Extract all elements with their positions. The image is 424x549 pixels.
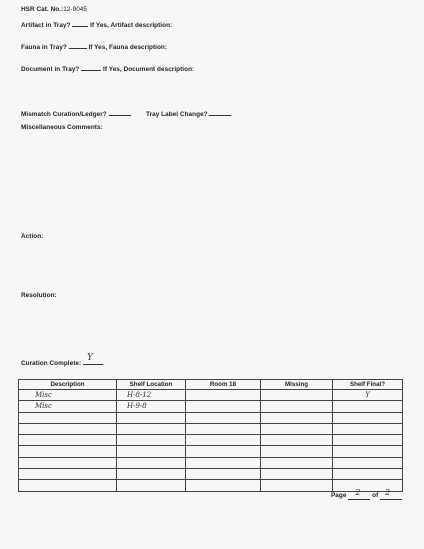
cell-description[interactable] [19, 469, 117, 480]
page-of-label: of [372, 492, 379, 499]
shelf-table [18, 379, 403, 492]
cell-description[interactable]: Misc [19, 401, 117, 412]
cell-description[interactable] [19, 412, 117, 423]
cell-description[interactable] [19, 423, 117, 434]
fauna-description-label: If Yes, Fauna description: [88, 44, 168, 51]
table-row [19, 401, 403, 412]
table-row [19, 457, 403, 468]
cell-description[interactable] [19, 446, 117, 457]
fauna-question: Fauna in Tray? [21, 44, 67, 51]
cell-shelf-location[interactable] [117, 412, 186, 423]
document-description-label: If Yes, Document description: [103, 66, 195, 73]
page-current-field[interactable] [348, 488, 370, 500]
hsr-catalog-line [21, 6, 87, 13]
curation-complete-label: Curation Complete: [21, 360, 82, 367]
cell-missing[interactable] [261, 480, 333, 491]
table-row [19, 446, 403, 457]
cell-room-18[interactable] [186, 457, 261, 468]
cell-shelf-final[interactable] [333, 412, 403, 423]
table-row [19, 423, 403, 434]
cell-missing[interactable] [261, 435, 333, 446]
cell-missing[interactable] [261, 390, 333, 401]
table-row [19, 480, 403, 491]
page-total-value: 2 [385, 488, 391, 497]
table-row [19, 412, 403, 423]
col-header-missing: Missing [261, 380, 333, 390]
cell-description[interactable]: Misc [19, 390, 117, 401]
table-row [19, 469, 403, 480]
hsr-catalog-label: HSR Cat. No.: [21, 6, 64, 13]
cell-shelf-location[interactable]: H-8-12 [117, 390, 186, 401]
cell-missing[interactable] [261, 412, 333, 423]
document-answer-blank[interactable] [81, 64, 101, 71]
page-number-line [331, 488, 402, 500]
cell-shelf-location[interactable] [117, 423, 186, 434]
col-header-description: Description [19, 380, 117, 390]
cell-room-18[interactable] [186, 401, 261, 412]
cell-room-18[interactable] [186, 412, 261, 423]
col-header-shelf-final: Shelf Final? [333, 380, 403, 390]
col-header-room-18: Room 18 [186, 380, 261, 390]
cell-missing[interactable] [261, 469, 333, 480]
cell-description[interactable] [19, 457, 117, 468]
cell-shelf-location[interactable] [117, 435, 186, 446]
cell-shelf-final[interactable]: Y [333, 390, 403, 401]
cell-description[interactable] [19, 480, 117, 491]
cell-room-18[interactable] [186, 390, 261, 401]
tray-label-change-label: Tray Label Change? [146, 111, 208, 118]
cell-room-18[interactable] [186, 446, 261, 457]
cell-room-18[interactable] [186, 423, 261, 434]
cell-missing[interactable] [261, 457, 333, 468]
cell-shelf-final[interactable] [333, 469, 403, 480]
table-row [19, 435, 403, 446]
mismatch-answer-blank[interactable] [109, 109, 131, 116]
cell-description[interactable] [19, 435, 117, 446]
hsr-catalog-value: 12-9045 [63, 6, 88, 13]
cell-room-18[interactable] [186, 469, 261, 480]
misc-comments-label: Miscellaneous Comments: [21, 124, 103, 131]
cell-shelf-final[interactable] [333, 401, 403, 412]
page-current-value: 2 [355, 488, 361, 497]
fauna-answer-blank[interactable] [69, 42, 87, 49]
document-question: Document in Tray? [21, 66, 80, 73]
mismatch-label: Mismatch Curation/Ledger? [21, 111, 107, 118]
cell-missing[interactable] [261, 401, 333, 412]
tray-label-line [146, 109, 231, 118]
cell-room-18[interactable] [186, 435, 261, 446]
document-line [21, 64, 194, 73]
cell-missing[interactable] [261, 446, 333, 457]
table-row [19, 390, 403, 401]
tray-label-answer-blank[interactable] [209, 109, 231, 116]
page-label: Page [331, 492, 347, 499]
cell-shelf-final[interactable] [333, 435, 403, 446]
curation-complete-value: Y [87, 353, 93, 363]
artifact-answer-blank[interactable] [72, 20, 88, 27]
page-total-field[interactable] [380, 488, 402, 500]
artifact-question: Artifact in Tray? [21, 22, 71, 29]
mismatch-line [21, 109, 131, 118]
cell-shelf-final[interactable] [333, 446, 403, 457]
fauna-line [21, 42, 167, 51]
cell-shelf-final[interactable] [333, 480, 403, 491]
table-header-row [19, 380, 403, 390]
cell-shelf-location[interactable] [117, 446, 186, 457]
cell-shelf-location[interactable] [117, 469, 186, 480]
cell-shelf-location[interactable] [117, 480, 186, 491]
col-header-shelf-location: Shelf Location [117, 380, 186, 390]
cell-shelf-final[interactable] [333, 423, 403, 434]
action-label: Action: [21, 233, 44, 240]
cell-shelf-final[interactable] [333, 457, 403, 468]
cell-shelf-location[interactable] [117, 457, 186, 468]
cell-room-18[interactable] [186, 480, 261, 491]
artifact-description-label: If Yes, Artifact description: [90, 22, 173, 29]
cell-shelf-location[interactable]: H-9-8 [117, 401, 186, 412]
artifact-line [21, 20, 172, 29]
resolution-label: Resolution: [21, 292, 57, 299]
cell-missing[interactable] [261, 423, 333, 434]
